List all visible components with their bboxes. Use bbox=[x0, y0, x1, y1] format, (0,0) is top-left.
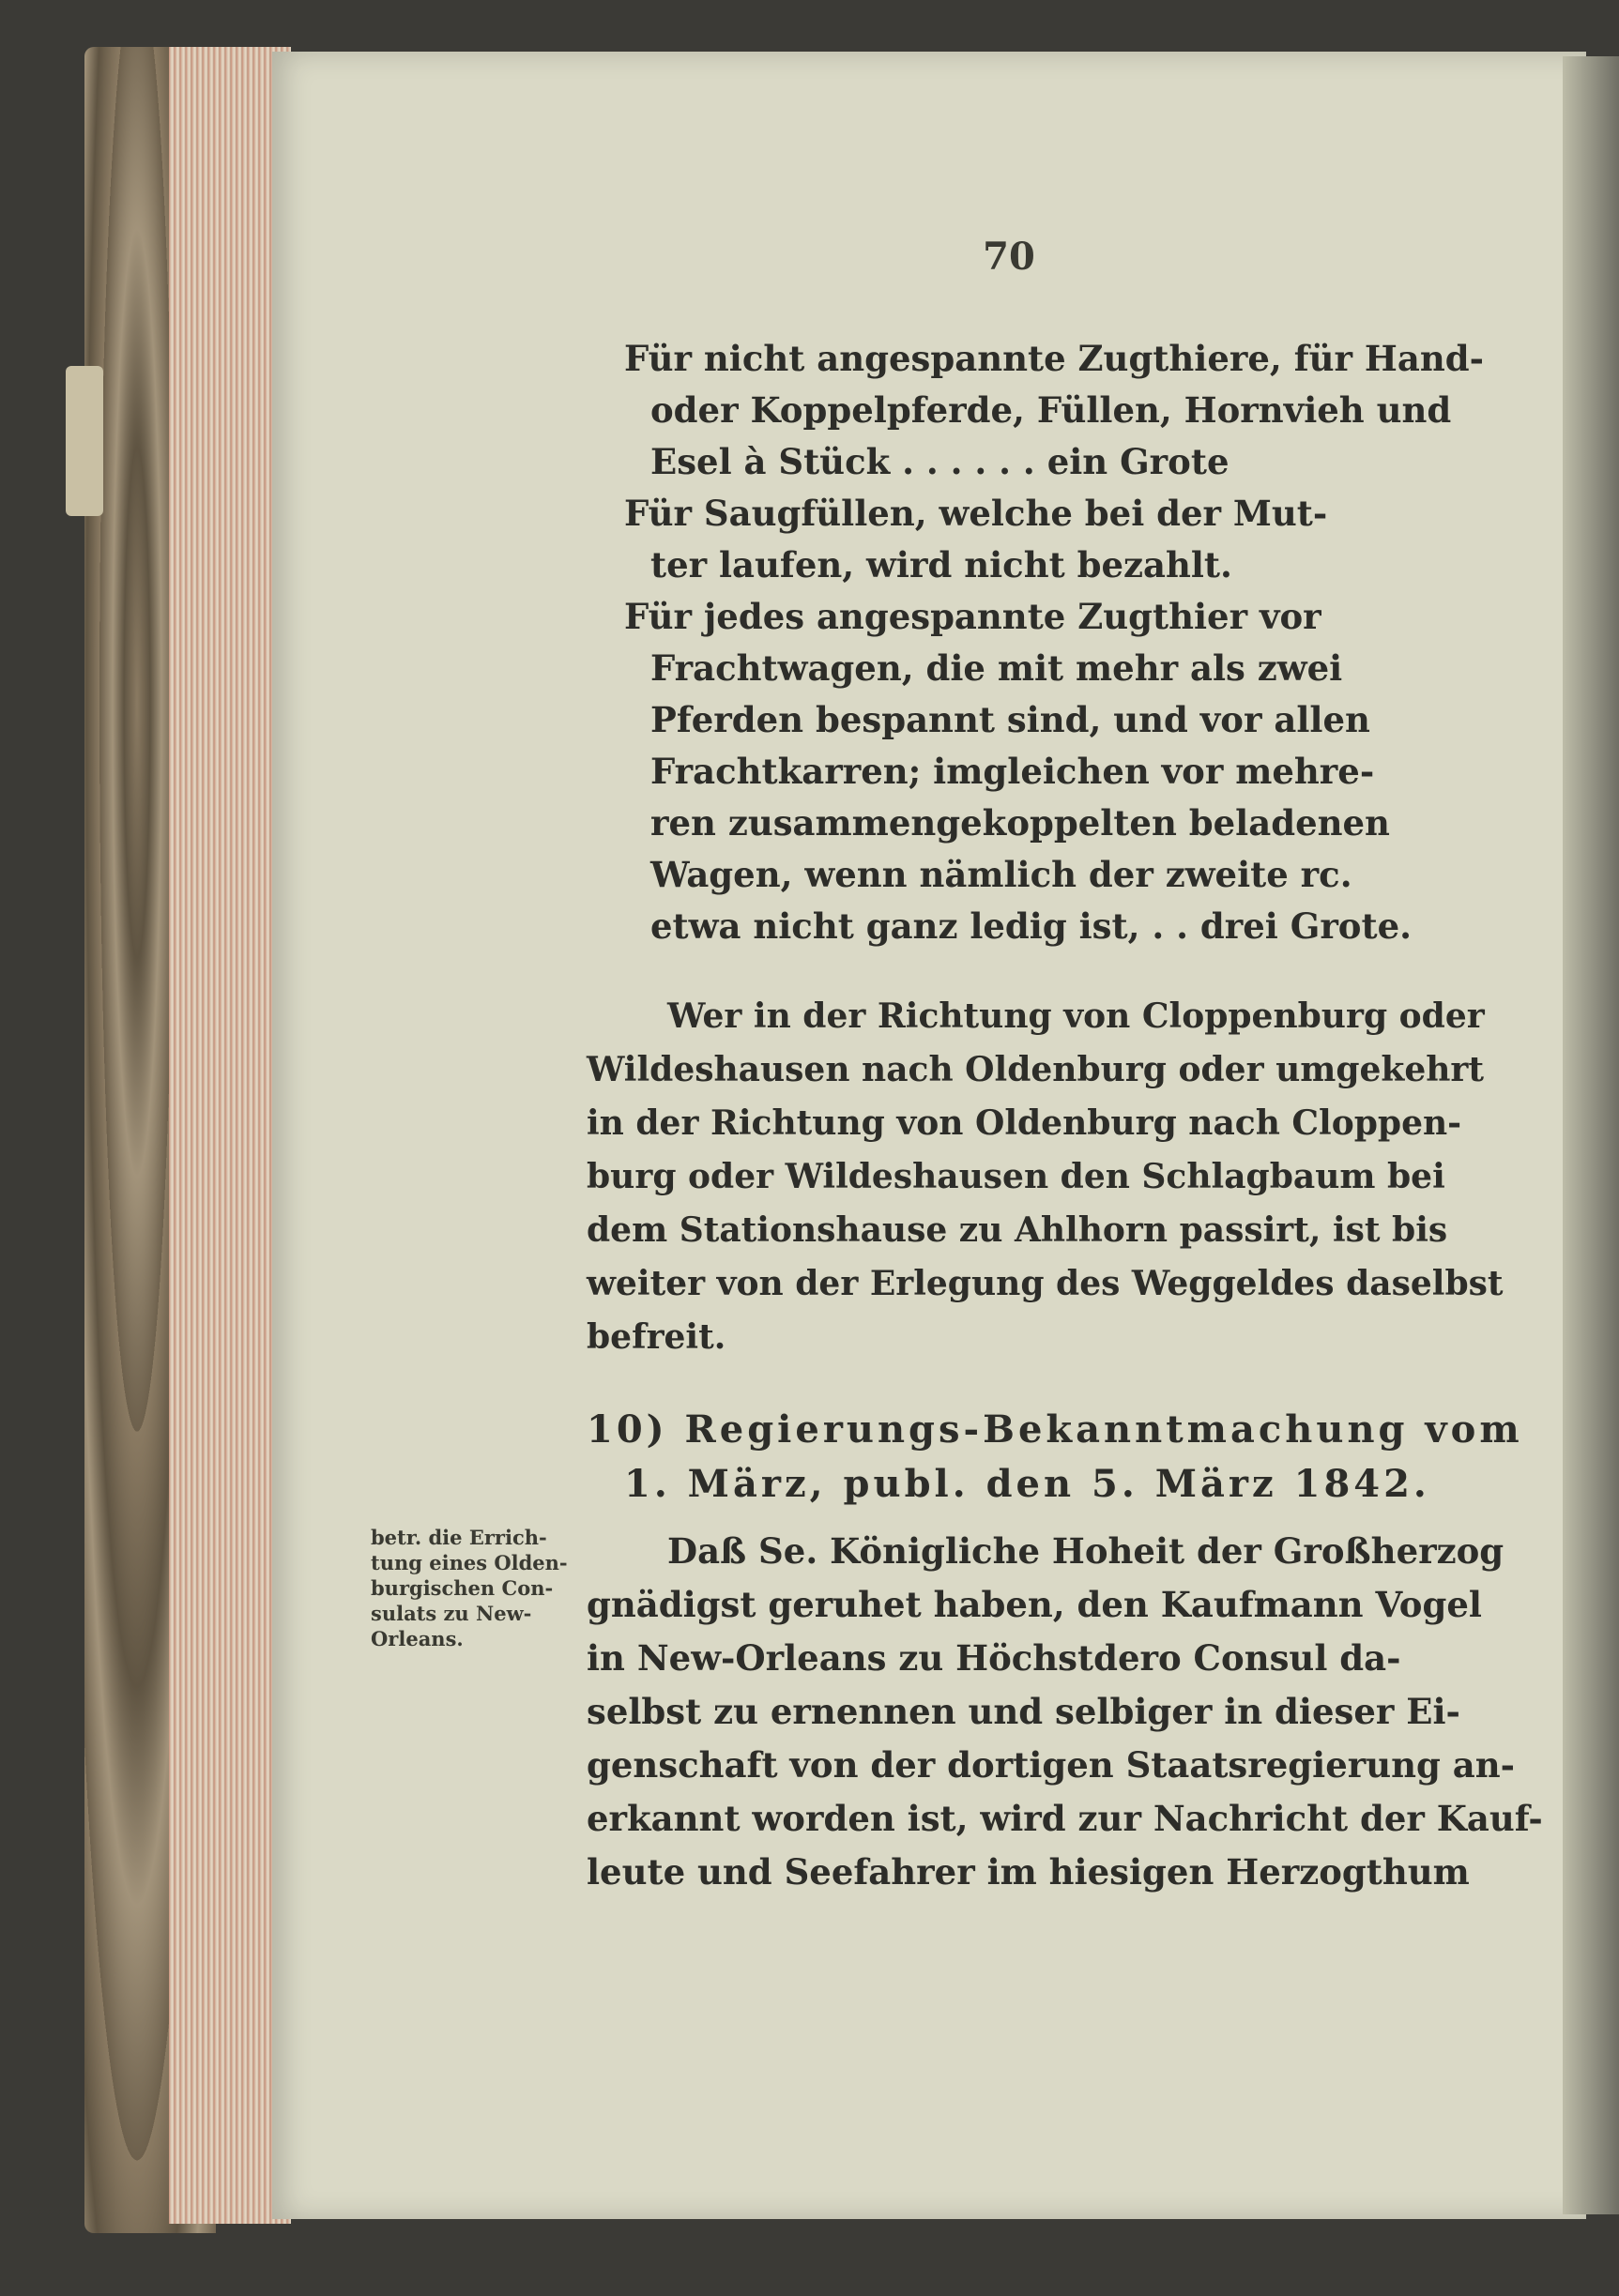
list-line: Frachtkarren; imgleichen vor mehre- bbox=[650, 751, 1375, 792]
list-line: oder Koppelpferde, Füllen, Hornvieh und bbox=[650, 389, 1452, 431]
paragraph-toll-exemption bbox=[587, 990, 1504, 1364]
list-line: Esel à Stück . . . . . . ein Grote bbox=[650, 441, 1230, 482]
paragraph-line: befreit. bbox=[587, 1317, 726, 1357]
list-line: Wagen, wenn nämlich der zweite rc. bbox=[650, 854, 1352, 895]
list-line: ren zusammengekoppelten beladenen bbox=[650, 802, 1390, 844]
paragraph-line: Daß Se. Königliche Hoheit der Großherzog bbox=[667, 1530, 1504, 1572]
paragraph-line: in New-Orleans zu Höchstdero Consul da- bbox=[587, 1637, 1401, 1679]
margin-note-line: burgischen Con- bbox=[371, 1576, 554, 1600]
cover-clasp bbox=[66, 366, 103, 516]
list-line: Für nicht angespannte Zugthiere, für Hand- bbox=[624, 338, 1484, 379]
paragraph-line: genschaft von der dortigen Staatsregierung an- bbox=[587, 1744, 1516, 1786]
paragraph-line: in der Richtung von Oldenburg nach Cloppen- bbox=[587, 1103, 1462, 1143]
section-heading bbox=[587, 1403, 1523, 1512]
margin-note-line: tung eines Olden- bbox=[371, 1551, 568, 1574]
margin-note-line: Orleans. bbox=[371, 1627, 464, 1650]
heading-line: 1. März, publ. den 5. März 1842. bbox=[624, 1462, 1430, 1506]
list-line: Pferden bespannt sind, und vor allen bbox=[650, 699, 1370, 740]
margin-note bbox=[371, 1525, 568, 1651]
list-line: Frachtwagen, die mit mehr als zwei bbox=[650, 647, 1343, 689]
margin-note-line: betr. die Errich- bbox=[371, 1526, 547, 1549]
paragraph-line: erkannt worden ist, wird zur Nachricht der Kauf- bbox=[587, 1798, 1543, 1839]
heading-line: 10) Regierungs-Bekanntmachung vom bbox=[587, 1407, 1523, 1452]
paragraph-consul bbox=[587, 1525, 1543, 1899]
page-shadow bbox=[1563, 56, 1619, 2214]
fee-list bbox=[624, 333, 1484, 952]
paragraph-line: Wer in der Richtung von Cloppenburg oder bbox=[667, 996, 1485, 1036]
paragraph-line: Wildeshausen nach Oldenburg oder umgekehrt bbox=[587, 1050, 1485, 1089]
paragraph-line: selbst zu ernennen und selbiger in dieser Ei- bbox=[587, 1691, 1460, 1732]
page-number: 70 bbox=[983, 235, 1035, 279]
paragraph-line: burg oder Wildeshausen den Schlagbaum bei bbox=[587, 1157, 1445, 1196]
paragraph-line: gnädigst geruhet haben, den Kaufmann Vogel bbox=[587, 1584, 1482, 1625]
margin-note-line: sulats zu New- bbox=[371, 1602, 532, 1625]
paragraph-line: dem Stationshause zu Ahlhorn passirt, ist bis bbox=[587, 1210, 1448, 1250]
list-line: Für jedes angespannte Zugthier vor bbox=[624, 596, 1321, 637]
list-line: ter laufen, wird nicht bezahlt. bbox=[650, 544, 1232, 585]
paragraph-line: weiter von der Erlegung des Weggeldes daselbst bbox=[587, 1264, 1504, 1303]
paragraph-line: leute und Seefahrer im hiesigen Herzogthum bbox=[587, 1851, 1470, 1893]
list-line: Für Saugfüllen, welche bei der Mut- bbox=[624, 493, 1328, 534]
list-line: etwa nicht ganz ledig ist, . . drei Grote. bbox=[650, 905, 1413, 947]
